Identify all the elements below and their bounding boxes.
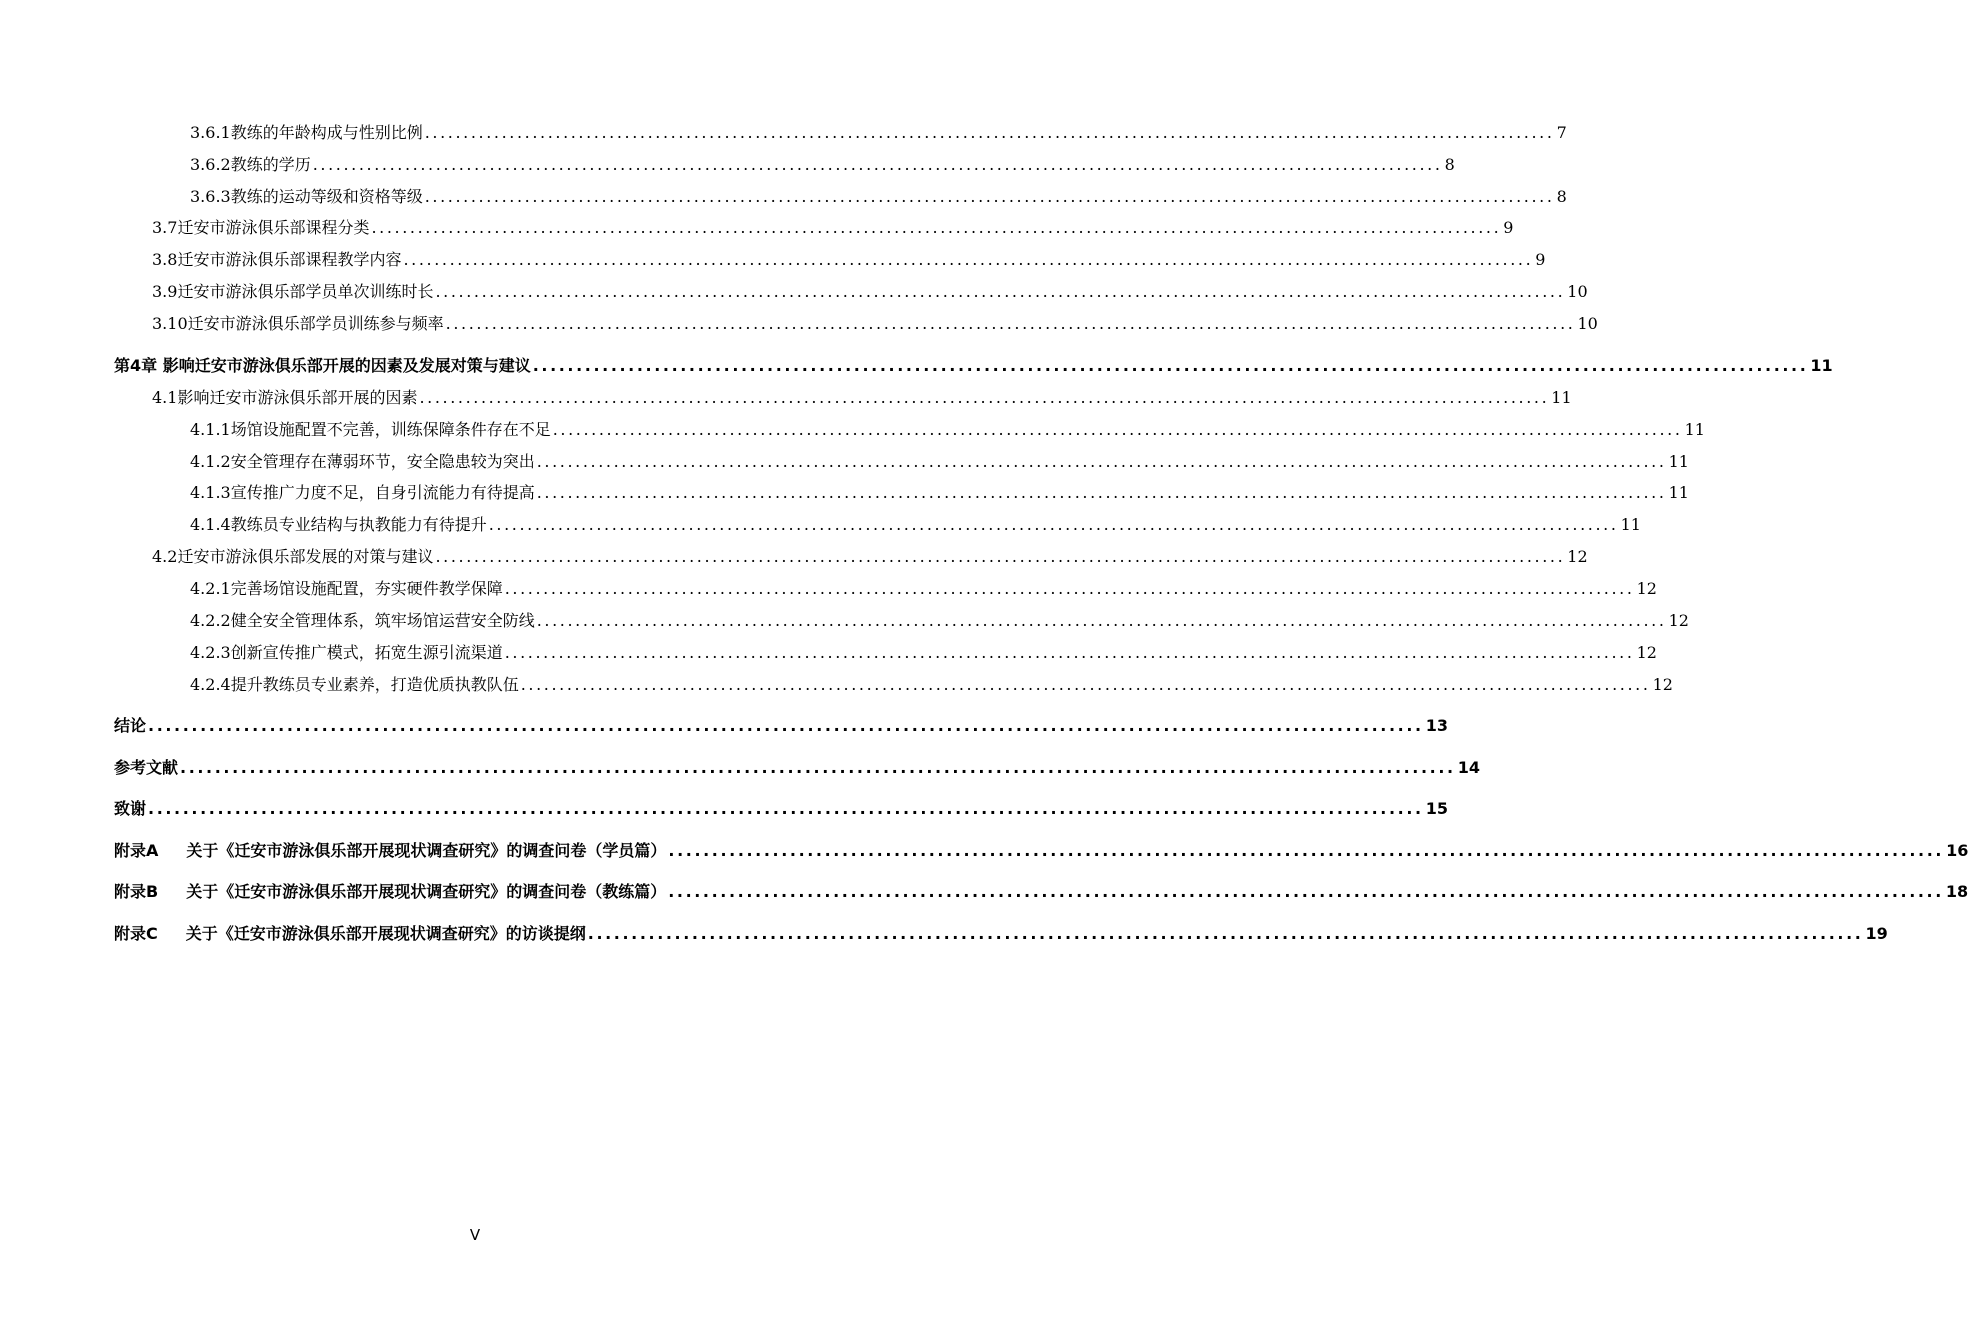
toc-appendix-entry[interactable] bbox=[114, 881, 1968, 903]
toc-leader-dots: ................................................................................................................................................... bbox=[419, 388, 1550, 407]
toc-page-number: 12 bbox=[1668, 611, 1689, 630]
toc-leader-dots: ................................................................................................................................................... bbox=[536, 611, 1667, 630]
toc-entry-title bbox=[114, 881, 666, 903]
toc-page-number: 11 bbox=[1810, 356, 1833, 375]
appendix-label: 附录A bbox=[114, 841, 159, 860]
appendix-title: 关于《迁安市游泳俱乐部开展现状调查研究》的调查问卷（教练篇） bbox=[186, 882, 667, 901]
toc-leader-dots: ................................................................................................................................................... bbox=[532, 356, 1809, 375]
toc-leader-dots: ................................................................................................................................................... bbox=[536, 483, 1667, 502]
toc-entry[interactable] bbox=[152, 281, 1588, 303]
toc-leader-dots: ................................................................................................................................................... bbox=[424, 123, 1555, 142]
toc-page-number: 10 bbox=[1577, 314, 1598, 333]
toc-page-number: 11 bbox=[1668, 483, 1689, 502]
toc-page-number: 16 bbox=[1946, 841, 1968, 860]
toc-entry-title: 4.2.3创新宣传推广模式，拓宽生源引流渠道 bbox=[190, 643, 503, 662]
toc-chapter-entry[interactable] bbox=[114, 715, 1448, 737]
toc-entry[interactable] bbox=[152, 217, 1514, 239]
toc-entry[interactable] bbox=[190, 154, 1455, 176]
toc-entry[interactable] bbox=[152, 387, 1572, 409]
toc-page-number: 8 bbox=[1556, 187, 1567, 206]
toc-entry[interactable] bbox=[190, 610, 1689, 632]
toc-chapter-entry[interactable] bbox=[114, 757, 1480, 779]
toc-entry[interactable] bbox=[190, 186, 1567, 208]
toc-entry-title: 结论 bbox=[114, 716, 147, 735]
page-footer-number: V bbox=[469, 1226, 481, 1244]
toc-page-number: 9 bbox=[1503, 218, 1514, 237]
toc-page-number: 14 bbox=[1457, 758, 1480, 777]
toc-leader-dots: ................................................................................................................................................... bbox=[504, 579, 1635, 598]
toc-leader-dots: ................................................................................................................................................... bbox=[587, 924, 1864, 943]
toc-entry-title: 3.6.1教练的年龄构成与性别比例 bbox=[190, 123, 423, 142]
toc-entry-title: 3.8迁安市游泳俱乐部课程教学内容 bbox=[152, 250, 402, 269]
toc-leader-dots: ................................................................................................................................................... bbox=[435, 282, 1566, 301]
toc-entry-title: 4.1.2安全管理存在薄弱环节，安全隐患较为突出 bbox=[190, 452, 535, 471]
appendix-title: 关于《迁安市游泳俱乐部开展现状调查研究》的调查问卷（学员篇） bbox=[186, 841, 667, 860]
toc-page-number: 15 bbox=[1425, 799, 1448, 818]
toc-chapter-entry[interactable] bbox=[114, 798, 1448, 820]
toc-appendix-entry[interactable] bbox=[114, 923, 1888, 945]
toc-leader-dots: ................................................................................................................................................... bbox=[536, 452, 1667, 471]
toc-entry[interactable] bbox=[190, 674, 1673, 696]
toc-page-number: 18 bbox=[1945, 882, 1968, 901]
toc-entry-title bbox=[114, 840, 666, 862]
toc-entry-title: 致谢 bbox=[114, 799, 147, 818]
appendix-label: 附录C bbox=[114, 924, 158, 943]
toc-entry-title: 3.6.2教练的学历 bbox=[190, 155, 311, 174]
toc-page-number: 9 bbox=[1535, 250, 1546, 269]
toc-leader-dots: ................................................................................................................................................... bbox=[148, 799, 1424, 818]
toc-page-number: 12 bbox=[1636, 643, 1657, 662]
toc-leader-dots: ................................................................................................................................................... bbox=[504, 643, 1635, 662]
toc-leader-dots: ................................................................................................................................................... bbox=[180, 758, 1456, 777]
toc-entry-title: 3.9迁安市游泳俱乐部学员单次训练时长 bbox=[152, 282, 434, 301]
toc-entry[interactable] bbox=[152, 249, 1546, 271]
toc-entry-title: 第4章 影响迁安市游泳俱乐部开展的因素及发展对策与建议 bbox=[114, 356, 531, 375]
toc-page-number: 12 bbox=[1567, 547, 1588, 566]
toc-entry[interactable] bbox=[190, 578, 1657, 600]
toc-page-number: 7 bbox=[1556, 123, 1567, 142]
toc-page-number: 12 bbox=[1652, 675, 1673, 694]
appendix-label: 附录B bbox=[114, 882, 159, 901]
toc-entry-title: 4.2迁安市游泳俱乐部发展的对策与建议 bbox=[152, 547, 434, 566]
toc-entry-title: 3.6.3教练的运动等级和资格等级 bbox=[190, 187, 423, 206]
toc-leader-dots: ................................................................................................................................................... bbox=[435, 547, 1566, 566]
toc-entry-title: 4.2.1完善场馆设施配置，夯实硬件教学保障 bbox=[190, 579, 503, 598]
toc-entry[interactable] bbox=[190, 451, 1689, 473]
toc-page-number: 8 bbox=[1444, 155, 1455, 174]
toc-chapter-entry[interactable] bbox=[114, 355, 1833, 377]
toc-entry-title: 4.1影响迁安市游泳俱乐部开展的因素 bbox=[152, 388, 418, 407]
toc-entry-title: 4.1.4教练员专业结构与执教能力有待提升 bbox=[190, 515, 487, 534]
toc-page-number: 13 bbox=[1425, 716, 1448, 735]
toc-entry-title: 4.2.4提升教练员专业素养，打造优质执教队伍 bbox=[190, 675, 519, 694]
appendix-title: 关于《迁安市游泳俱乐部开展现状调查研究》的访谈提纲 bbox=[185, 924, 586, 943]
toc-entry[interactable] bbox=[152, 313, 1598, 335]
toc-entry-title: 4.2.2健全安全管理体系，筑牢场馆运营安全防线 bbox=[190, 611, 535, 630]
toc-appendix-entry[interactable] bbox=[114, 840, 1968, 862]
toc-leader-dots: ................................................................................................................................................... bbox=[148, 716, 1424, 735]
toc-entry-title: 3.7迁安市游泳俱乐部课程分类 bbox=[152, 218, 370, 237]
toc-page-number: 11 bbox=[1620, 515, 1641, 534]
toc-page-number: 11 bbox=[1668, 452, 1689, 471]
toc-page-number: 19 bbox=[1865, 924, 1888, 943]
toc-page-number: 11 bbox=[1684, 420, 1705, 439]
toc-entry[interactable] bbox=[190, 419, 1705, 441]
toc-entry[interactable] bbox=[152, 546, 1588, 568]
toc-entry-title: 4.1.3宣传推广力度不足，自身引流能力有待提高 bbox=[190, 483, 535, 502]
toc-entry-title bbox=[114, 923, 586, 945]
toc-leader-dots: ................................................................................................................................................... bbox=[552, 420, 1683, 439]
toc-leader-dots: ................................................................................................................................................... bbox=[312, 155, 1443, 174]
toc-page-number: 10 bbox=[1567, 282, 1588, 301]
toc-leader-dots: ................................................................................................................................................... bbox=[445, 314, 1576, 333]
toc-leader-dots: ................................................................................................................................................... bbox=[488, 515, 1619, 534]
toc-entry-title: 参考文献 bbox=[114, 758, 179, 777]
toc-leader-dots: ................................................................................................................................................... bbox=[424, 187, 1555, 206]
toc-page-number: 11 bbox=[1551, 388, 1572, 407]
toc-entry[interactable] bbox=[190, 514, 1641, 536]
toc-leader-dots: ................................................................................................................................................... bbox=[668, 882, 1944, 901]
toc-leader-dots: ................................................................................................................................................... bbox=[403, 250, 1534, 269]
toc-entry-title: 3.10迁安市游泳俱乐部学员训练参与频率 bbox=[152, 314, 444, 333]
toc-entry[interactable] bbox=[190, 122, 1567, 144]
toc-leader-dots: ................................................................................................................................................... bbox=[668, 841, 1945, 860]
toc-entry[interactable] bbox=[190, 482, 1689, 504]
toc-leader-dots: ................................................................................................................................................... bbox=[371, 218, 1502, 237]
toc-entry-title: 4.1.1场馆设施配置不完善，训练保障条件存在不足 bbox=[190, 420, 551, 439]
toc-page-number: 12 bbox=[1636, 579, 1657, 598]
toc-entry[interactable] bbox=[190, 642, 1657, 664]
toc-leader-dots: ................................................................................................................................................... bbox=[520, 675, 1651, 694]
